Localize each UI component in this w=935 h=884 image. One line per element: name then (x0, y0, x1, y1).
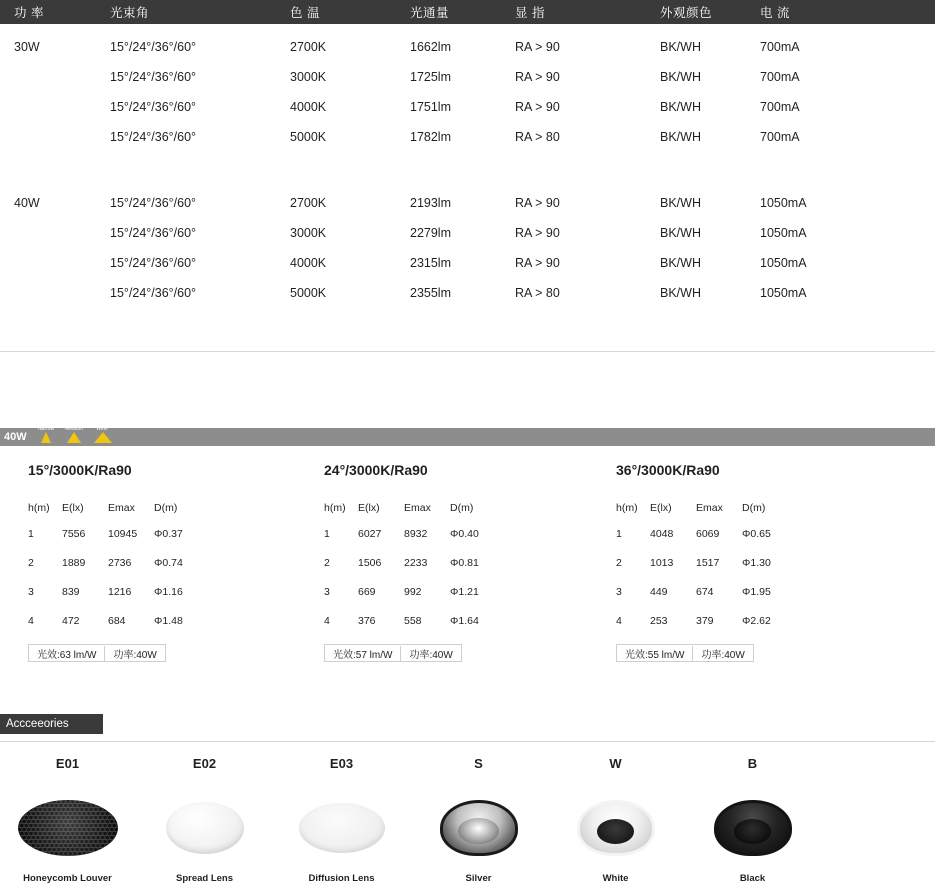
cell-flux: 2315lm (410, 256, 451, 270)
cell-height: 3 (616, 586, 622, 598)
ph-header-height: h(m) (28, 502, 50, 514)
cell-flux: 1751lm (410, 100, 451, 114)
cell-emax: 558 (404, 615, 422, 627)
cell-beam-angle: 15°/24°/36°/60° (110, 226, 197, 240)
power-value: 功率:40W (104, 646, 164, 661)
photometric-header-row (324, 502, 508, 528)
cell-color: BK/WH (660, 40, 701, 54)
table-row (616, 557, 800, 586)
cell-e: 1013 (650, 557, 674, 569)
table-row (0, 32, 935, 62)
cell-beam-angle: 15°/24°/36°/60° (110, 130, 197, 144)
cell-beam-angle: 15°/24°/36°/60° (110, 40, 197, 54)
cell-emax: 1517 (696, 557, 720, 569)
table-row (0, 122, 935, 152)
photometric-summary (324, 644, 462, 662)
accessory-item-silver[interactable] (411, 756, 546, 884)
ph-header-e: E(lx) (358, 502, 380, 514)
cell-diameter: Φ2.62 (742, 615, 771, 627)
photometric-summary (28, 644, 166, 662)
accessories-row (0, 756, 935, 884)
cell-cct: 5000K (290, 286, 327, 300)
cell-flux: 2193lm (410, 196, 451, 210)
column-header-finish-color: 外观颜色 (660, 6, 713, 20)
cell-emax: 6069 (696, 528, 720, 540)
cell-height: 1 (324, 528, 330, 540)
table-row (324, 615, 508, 644)
cell-color: BK/WH (660, 226, 701, 240)
cell-beam-angle: 15°/24°/36°/60° (110, 196, 197, 210)
divider (0, 351, 935, 352)
accessory-code: W (609, 756, 622, 771)
power-value: 功率:40W (692, 646, 752, 661)
table-row (0, 278, 935, 308)
table-row (0, 248, 935, 278)
cell-cct: 3000K (290, 226, 327, 240)
table-row (324, 557, 508, 586)
table-row (0, 218, 935, 248)
cell-diameter: Φ1.21 (450, 586, 479, 598)
photometric-column-15deg (0, 462, 300, 663)
cell-cct: 2700K (290, 40, 327, 54)
cell-flux: 2279lm (410, 226, 451, 240)
photometric-power-label: 40W (4, 431, 27, 443)
table-row (0, 62, 935, 92)
table-row (0, 188, 935, 218)
spec-table-header-row (0, 0, 935, 24)
accessory-item-white[interactable] (548, 756, 683, 884)
accessory-code: S (474, 756, 483, 771)
cell-diameter: Φ0.74 (154, 557, 183, 569)
cell-current: 700mA (760, 70, 800, 84)
photometric-summary (616, 644, 754, 662)
accessory-item-e02[interactable] (137, 756, 272, 884)
cell-power: 40W (14, 196, 40, 210)
black-ring-icon (685, 797, 820, 859)
column-header-luminous-flux: 光通量 (410, 6, 450, 20)
silver-ring-icon (411, 797, 546, 859)
table-row (324, 528, 508, 557)
cell-cct: 4000K (290, 256, 327, 270)
cell-color: BK/WH (660, 256, 701, 270)
accessory-code: B (747, 756, 758, 771)
efficacy-value: 光效:57 lm/W (333, 649, 393, 661)
cell-emax: 684 (108, 615, 126, 627)
cell-height: 2 (324, 557, 330, 569)
cell-diameter: Φ1.95 (742, 586, 771, 598)
accessory-name: Black (739, 873, 766, 884)
photometric-column-24deg (300, 462, 600, 663)
beam-icon-group (36, 425, 110, 443)
accessory-code: E03 (329, 756, 354, 771)
photometric-header-row (28, 502, 212, 528)
cell-emax: 2736 (108, 557, 132, 569)
table-row (616, 586, 800, 615)
wide-beam-icon (94, 425, 110, 443)
cell-current: 700mA (760, 40, 800, 54)
ph-header-emax: Emax (108, 502, 135, 514)
cell-e: 253 (650, 615, 668, 627)
white-ring-icon (548, 797, 683, 859)
cell-cri: RA > 90 (515, 40, 560, 54)
cell-flux: 1725lm (410, 70, 451, 84)
cell-color: BK/WH (660, 70, 701, 84)
diffusion-lens-icon (274, 797, 409, 859)
table-row (324, 586, 508, 615)
accessories-section-header: Accceeories (0, 714, 103, 734)
divider (0, 741, 935, 742)
efficacy-value: 光效:63 lm/W (37, 649, 97, 661)
cell-flux: 2355lm (410, 286, 451, 300)
ph-header-height: h(m) (324, 502, 346, 514)
cell-flux: 1782lm (410, 130, 451, 144)
cell-height: 2 (616, 557, 622, 569)
cell-cct: 4000K (290, 100, 327, 114)
cell-emax: 2233 (404, 557, 428, 569)
table-row (28, 586, 212, 615)
specification-table (0, 0, 935, 308)
cell-diameter: Φ1.30 (742, 557, 771, 569)
table-row (616, 528, 800, 557)
medium-cone-shape (67, 432, 81, 443)
accessory-item-black[interactable] (685, 756, 820, 884)
ph-header-diameter: D(m) (742, 502, 766, 514)
photometric-columns (0, 462, 935, 663)
cell-current: 700mA (760, 100, 800, 114)
cell-current: 1050mA (760, 256, 807, 270)
cell-height: 2 (28, 557, 34, 569)
photometric-title: 15°/3000K/Ra90 (28, 462, 132, 478)
accessory-name: Honeycomb Louver (23, 873, 112, 884)
cell-e: 1506 (358, 557, 382, 569)
narrow-cone-shape (41, 432, 51, 443)
cell-cri: RA > 90 (515, 256, 560, 270)
cell-emax: 10945 (108, 528, 138, 540)
photometric-band (0, 425, 935, 446)
efficacy-value: 光效:55 lm/W (625, 649, 685, 661)
cell-height: 1 (28, 528, 34, 540)
accessory-name: White (602, 873, 629, 884)
cell-e: 472 (62, 615, 80, 627)
spec-group-divider (0, 152, 935, 188)
cell-e: 7556 (62, 528, 86, 540)
cell-height: 1 (616, 528, 622, 540)
accessory-name: Spread Lens (175, 873, 234, 884)
cell-e: 669 (358, 586, 376, 598)
cell-cri: RA > 90 (515, 100, 560, 114)
cell-cri: RA > 80 (515, 130, 560, 144)
ph-header-emax: Emax (404, 502, 431, 514)
cell-cct: 5000K (290, 130, 327, 144)
cell-e: 6027 (358, 528, 382, 540)
wide-cone-shape (94, 432, 112, 443)
cell-height: 3 (28, 586, 34, 598)
cell-diameter: Φ1.48 (154, 615, 183, 627)
cell-current: 700mA (760, 130, 800, 144)
column-header-current: 电 流 (760, 6, 790, 20)
photometric-table (324, 502, 508, 644)
cell-height: 4 (616, 615, 622, 627)
column-header-cri: 显 指 (515, 6, 545, 20)
cell-beam-angle: 15°/24°/36°/60° (110, 256, 197, 270)
medium-beam-icon (65, 425, 83, 443)
cell-e: 449 (650, 586, 668, 598)
cell-e: 839 (62, 586, 80, 598)
ph-header-e: E(lx) (62, 502, 84, 514)
cell-emax: 1216 (108, 586, 132, 598)
medium-beam-caption: Medium (65, 425, 83, 432)
cell-height: 3 (324, 586, 330, 598)
photometric-title: 36°/3000K/Ra90 (616, 462, 720, 478)
cell-diameter: Φ0.40 (450, 528, 479, 540)
accessory-name: Silver (465, 873, 492, 884)
cell-emax: 379 (696, 615, 714, 627)
photometric-title: 24°/3000K/Ra90 (324, 462, 428, 478)
cell-current: 1050mA (760, 226, 807, 240)
accessory-name: Diffusion Lens (308, 873, 375, 884)
accessory-item-e03[interactable] (274, 756, 409, 884)
cell-color: BK/WH (660, 286, 701, 300)
table-row (0, 92, 935, 122)
cell-diameter: Φ1.16 (154, 586, 183, 598)
accessory-code: E01 (55, 756, 80, 771)
ph-header-e: E(lx) (650, 502, 672, 514)
cell-beam-angle: 15°/24°/36°/60° (110, 286, 197, 300)
cell-diameter: Φ1.64 (450, 615, 479, 627)
cell-color: BK/WH (660, 196, 701, 210)
narrow-beam-caption: Narrow (37, 425, 55, 432)
photometric-table (28, 502, 212, 644)
photometric-header-row (616, 502, 800, 528)
cell-e: 1889 (62, 557, 86, 569)
cell-beam-angle: 15°/24°/36°/60° (110, 70, 197, 84)
table-row (28, 557, 212, 586)
cell-flux: 1662lm (410, 40, 451, 54)
ph-header-emax: Emax (696, 502, 723, 514)
ph-header-diameter: D(m) (450, 502, 474, 514)
wide-beam-caption: Wide (96, 425, 108, 432)
ph-header-height: h(m) (616, 502, 638, 514)
cell-diameter: Φ0.65 (742, 528, 771, 540)
narrow-beam-icon (37, 425, 55, 443)
column-header-cct: 色 温 (290, 6, 320, 20)
cell-current: 1050mA (760, 286, 807, 300)
power-value: 功率:40W (400, 646, 460, 661)
honeycomb-louver-icon (0, 797, 135, 859)
cell-height: 4 (28, 615, 34, 627)
cell-diameter: Φ0.81 (450, 557, 479, 569)
accessory-item-e01[interactable] (0, 756, 135, 884)
cell-power: 30W (14, 40, 40, 54)
cell-cct: 2700K (290, 196, 327, 210)
column-header-beam-angle: 光束角 (110, 6, 150, 20)
ph-header-diameter: D(m) (154, 502, 178, 514)
cell-diameter: Φ0.37 (154, 528, 183, 540)
photometric-column-36deg (600, 462, 900, 663)
cell-cri: RA > 80 (515, 286, 560, 300)
cell-e: 4048 (650, 528, 674, 540)
cell-current: 1050mA (760, 196, 807, 210)
table-row (616, 615, 800, 644)
cell-emax: 674 (696, 586, 714, 598)
spread-lens-icon (137, 797, 272, 859)
accessory-code: E02 (192, 756, 217, 771)
cell-emax: 8932 (404, 528, 428, 540)
cell-color: BK/WH (660, 100, 701, 114)
cell-emax: 992 (404, 586, 422, 598)
photometric-table (616, 502, 800, 644)
cell-cri: RA > 90 (515, 226, 560, 240)
cell-e: 376 (358, 615, 376, 627)
table-row (28, 615, 212, 644)
table-row (28, 528, 212, 557)
cell-color: BK/WH (660, 130, 701, 144)
cell-cri: RA > 90 (515, 70, 560, 84)
cell-height: 4 (324, 615, 330, 627)
cell-beam-angle: 15°/24°/36°/60° (110, 100, 197, 114)
column-header-power: 功 率 (14, 6, 44, 20)
cell-cct: 3000K (290, 70, 327, 84)
cell-cri: RA > 90 (515, 196, 560, 210)
